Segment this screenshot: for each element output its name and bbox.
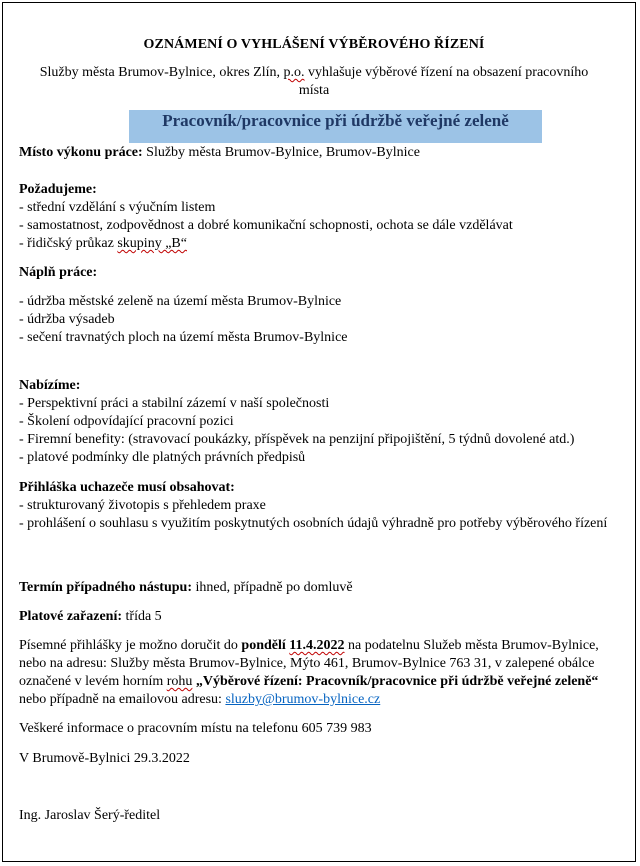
offer-section <box>19 377 614 467</box>
submission-text: Písemné přihlášky je možno doručit do <box>19 638 242 653</box>
submission-text: nebo případně na emailovou adresu: <box>19 692 226 707</box>
requirement-item: - střední vzdělání s výučním listem <box>19 200 216 215</box>
workplace <box>19 144 614 162</box>
intro-text-end: vyhlašuje výběrové řízení na obsazení pracovního <box>304 65 589 80</box>
document-title: OZNÁMENÍ O VYHLÁŠENÍ VÝBĚROVÉHO ŘÍZENÍ <box>143 37 485 52</box>
license-group: skupiny „B“ <box>117 236 187 251</box>
duty-item: - sečení travnatých ploch na území města Brumov-Bylnice <box>19 330 348 345</box>
signature: Ing. Jaroslav Šerý-ředitel <box>19 808 161 823</box>
requirement-item: - samostatnost, zodpovědnost a dobré komunikační schopnosti, ochota se dále vzdělávat <box>19 218 513 233</box>
info-line: Veškeré informace o pracovním místu na telefonu 605 739 983 <box>19 721 372 736</box>
email-link[interactable]: sluzby@brumov-bylnice.cz <box>225 692 381 707</box>
intro-paragraph <box>19 64 609 100</box>
salary <box>19 608 614 626</box>
deadline-date: 11.4.2022 <box>289 638 345 653</box>
requirements-heading: Požadujeme: <box>19 182 97 197</box>
start-value: ihned, případně po domluvě <box>191 580 353 595</box>
application-section <box>19 479 614 533</box>
offer-heading: Nabízíme: <box>19 378 81 393</box>
submission-text: na podatelnu Služeb města Brumov-Bylnice, nebo na adresu: Služby města Brumov-Bylnice, Mýto 461, Brumov-Bylnice 763 31, v zalepené obálce označené v levém horním <box>19 638 599 689</box>
intro-po: p.o. <box>283 65 305 80</box>
position-title: Pracovník/pracovnice při údržbě veřejné zeleně <box>162 111 509 130</box>
requirements-section <box>19 181 614 253</box>
workplace-label: Místo výkonu práce: <box>19 145 143 160</box>
offer-item: - platové podmínky dle platných právních předpisů <box>19 450 306 465</box>
workplace-value: Služby města Brumov-Bylnice, Brumov-Bylnice <box>142 145 420 160</box>
salary-value: třída 5 <box>122 609 162 624</box>
start-date <box>19 579 614 597</box>
offer-item: - Školení odpovídající pracovní pozici <box>19 414 234 429</box>
start-label: Termín případného nástupu: <box>19 580 192 595</box>
offer-item: - Firemní benefity: (stravovací poukázky, příspěvek na penzijní připojištění, 5 týdnů dovolené atd.) <box>19 432 575 447</box>
salary-label: Platové zařazení: <box>19 609 123 624</box>
duties-list <box>19 293 614 347</box>
intro-text-line2: místa <box>298 83 330 98</box>
duties-heading: Náplň práce: <box>19 265 98 280</box>
envelope-label: „Výběrové řízení: Pracovník/pracovnice při údržbě veřejné zeleně“ <box>195 674 599 689</box>
date-place: V Brumově-Bylnici 29.3.2022 <box>19 751 190 766</box>
intro-text: Služby města Brumov-Bylnice, okres Zlín, <box>39 65 284 80</box>
duty-item: - údržba městské zeleně na území města Brumov-Bylnice <box>19 294 342 309</box>
application-heading: Přihláška uchazeče musí obsahovat: <box>19 480 235 495</box>
application-item: - prohlášení o souhlasu s využitím poskytnutých osobních údajů výhradně pro potřeby výběrového řízení <box>19 516 608 531</box>
duties-section <box>19 264 614 282</box>
requirement-item: - řidičský průkaz <box>19 236 118 251</box>
application-item: - strukturovaný životopis s přehledem praxe <box>19 498 266 513</box>
submission-paragraph <box>19 637 609 709</box>
corner-word: rohu <box>166 674 193 689</box>
duty-item: - údržba výsadeb <box>19 312 115 327</box>
offer-item: - Perspektivní práci a stabilní zázemí v naší společnosti <box>19 396 330 411</box>
deadline-day: pondělí <box>241 638 290 653</box>
